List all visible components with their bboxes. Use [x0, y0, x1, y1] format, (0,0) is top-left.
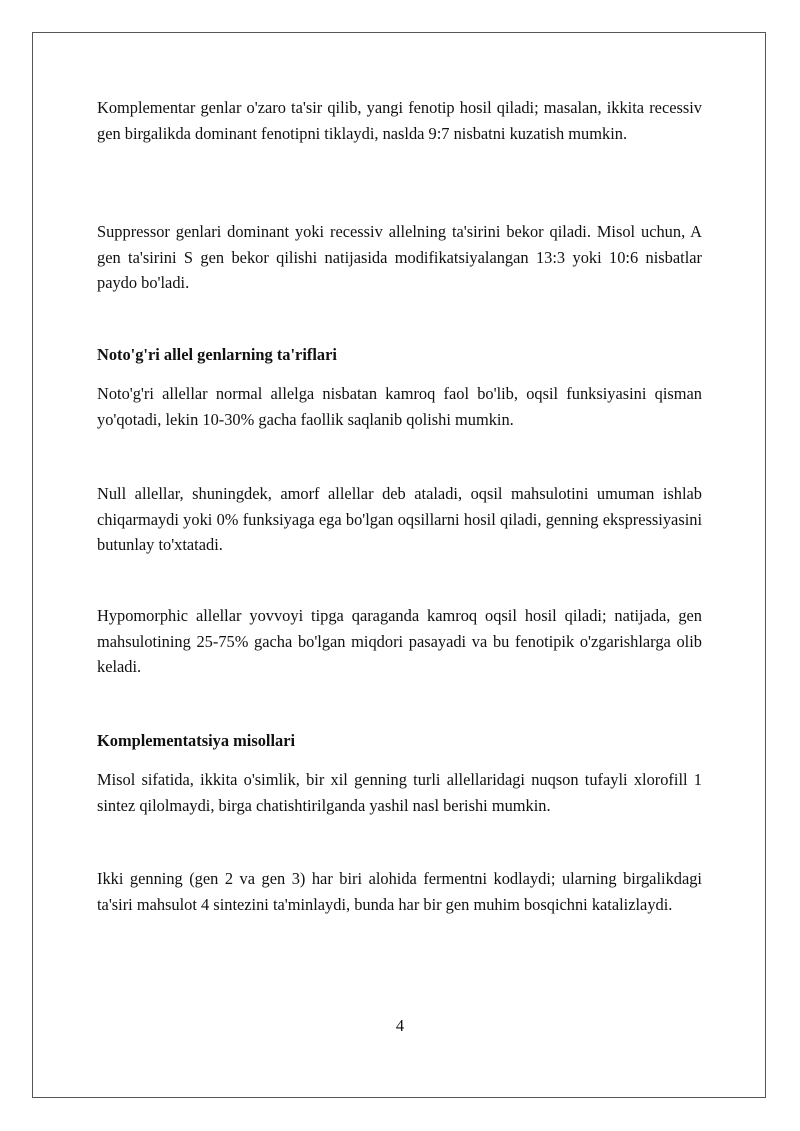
- paragraph-null-alleles: Null allellar, shuningdek, amorf allellar deb ataladi, oqsil mahsulotini umuman ishlab chiqarmaydi yoki 0% funksiyaga ega bo'lgan oqsillarni hosil qiladi, genning ekspressiyasini butunlay to'xtatadi.: [97, 484, 702, 554]
- heading-complementation-examples: Komplementatsiya misollari: [97, 731, 296, 750]
- heading-allele-definitions: Noto'g'ri allel genlarning ta'riflari: [97, 345, 337, 364]
- page-border: [32, 32, 766, 1098]
- paragraph-suppressor-genes: Suppressor genlari dominant yoki recessiv allelning ta'sirini bekor qiladi. Misol uchun, A gen ta'sirini S gen bekor qilishi natijasida modifikatsiyalangan 13:3 yoki 10:6 nisbatlar paydo bo'ladi.: [97, 222, 702, 292]
- paragraph-hypomorphic-alleles: Hypomorphic allellar yovvoyi tipga qaraganda kamroq oqsil hosil qiladi; natijada, gen mahsulotining 25-75% gacha bo'lgan miqdori pasayadi va bu fenotipik o'zgarishlarga olib keladi.: [97, 606, 702, 676]
- paragraph-faulty-alleles: Noto'g'ri allellar normal allelga nisbatan kamroq faol bo'lib, oqsil funksiyasini qisman yo'qotadi, lekin 10-30% gacha faollik saqlanib qolishi mumkin.: [97, 384, 702, 429]
- paragraph-complementary-genes: Komplementar genlar o'zaro ta'sir qilib, yangi fenotip hosil qiladi; masalan, ikkita recessiv gen birgalikda dominant fenotipni tiklaydi, naslda 9:7 nisbatni kuzatish mumkin.: [97, 98, 702, 143]
- paragraph-complementation-plants: Misol sifatida, ikkita o'simlik, bir xil genning turli allellaridagi nuqson tufayli xlorofill 1 sintez qilolmaydi, birga chatishtirilganda yashil nasl berishi mumkin.: [97, 770, 702, 815]
- paragraph-two-genes: Ikki genning (gen 2 va gen 3) har biri alohida fermentni kodlaydi; ularning birgalikdagi ta'siri mahsulot 4 sintezini ta'minlaydi, bunda har bir gen muhim bosqichni katalizlaydi.: [97, 869, 702, 914]
- page-number: 4: [395, 1016, 405, 1035]
